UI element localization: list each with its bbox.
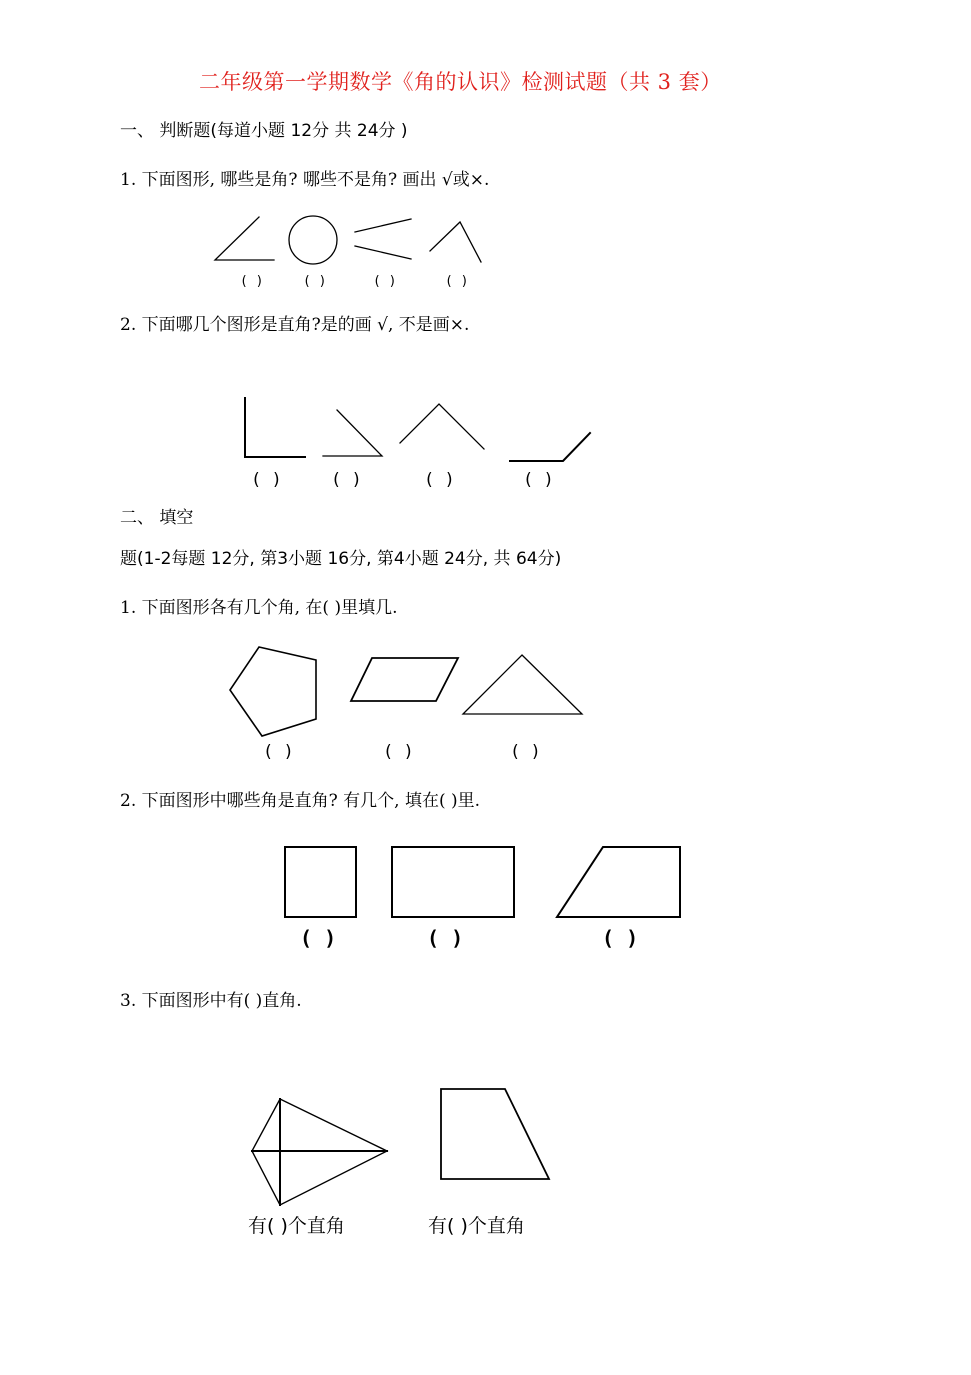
s1q2-answer-blank-2[interactable]: ( ) bbox=[331, 470, 362, 490]
s2q1-answer-blank-1[interactable]: ( ) bbox=[263, 742, 294, 762]
s1q1-answer-blank-1[interactable]: ( ) bbox=[240, 274, 264, 289]
s2q3-caption-1: 有( )个直角 bbox=[248, 1215, 345, 1237]
two-lines-figure bbox=[355, 219, 411, 259]
obtuse-angle-figure bbox=[510, 433, 590, 461]
peak-angle-figure bbox=[430, 222, 481, 262]
s2-question-3: 3. 下面图形中有( )直角. bbox=[120, 991, 302, 1011]
s2q2-answer-blank-1[interactable]: ( ) bbox=[300, 926, 337, 950]
s2q1-answer-blank-3[interactable]: ( ) bbox=[510, 742, 541, 762]
s2-question-1: 1. 下面图形各有几个角, 在( )里填几. bbox=[120, 598, 398, 618]
pentagon-figure bbox=[230, 647, 316, 736]
s1q2-answer-blank-1[interactable]: ( ) bbox=[251, 470, 282, 490]
s2q1-answer-blank-2[interactable]: ( ) bbox=[383, 742, 414, 762]
s1q2-answer-blank-4[interactable]: ( ) bbox=[523, 470, 554, 490]
s2-question-2: 2. 下面图形中哪些角是直角? 有几个, 填在( )里. bbox=[120, 791, 481, 811]
rectangle-figure bbox=[392, 847, 514, 917]
parallelogram-figure bbox=[351, 658, 458, 701]
s2q2-answer-blank-2[interactable]: ( ) bbox=[427, 926, 464, 950]
s1q1-answer-blank-3[interactable]: ( ) bbox=[373, 274, 397, 289]
open-angle-figure bbox=[215, 217, 274, 260]
circle-figure bbox=[289, 216, 337, 264]
acute-angle-figure bbox=[323, 410, 382, 456]
right-trapezoid-figure bbox=[557, 847, 680, 917]
trapezoid-figure bbox=[441, 1089, 549, 1179]
s1-question-2: 2. 下面哪几个图形是直角?是的画 √, 不是画×. bbox=[120, 315, 470, 335]
s2q2-answer-blank-3[interactable]: ( ) bbox=[602, 926, 639, 950]
s1-question-1: 1. 下面图形, 哪些是角? 哪些不是角? 画出 √或×. bbox=[120, 170, 490, 190]
section-2-scoring: 题(1-2每题 12分, 第3小题 16分, 第4小题 24分, 共 64分) bbox=[120, 549, 562, 569]
kite-with-diagonals-figure bbox=[252, 1099, 387, 1205]
document-title: 二年级第一学期数学《角的认识》检测试题（共 3 套） bbox=[199, 70, 722, 94]
section-2-heading: 二、 填空 bbox=[120, 508, 194, 528]
square-figure bbox=[285, 847, 356, 917]
s1q1-answer-blank-2[interactable]: ( ) bbox=[303, 274, 327, 289]
s1q1-answer-blank-4[interactable]: ( ) bbox=[445, 274, 469, 289]
section-1-heading: 一、 判断题(每道小题 12分 共 24分 ) bbox=[120, 121, 408, 141]
inverted-v-figure bbox=[400, 404, 484, 449]
triangle-figure bbox=[463, 655, 582, 714]
s1q2-answer-blank-3[interactable]: ( ) bbox=[424, 470, 455, 490]
s2q3-caption-2: 有( )个直角 bbox=[428, 1215, 525, 1237]
right-angle-figure bbox=[245, 398, 305, 457]
